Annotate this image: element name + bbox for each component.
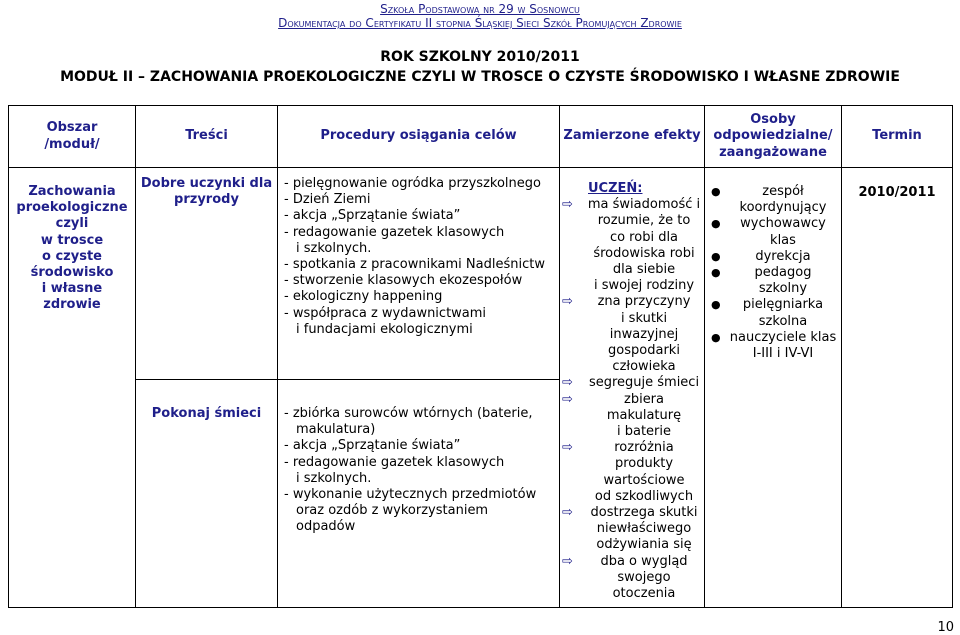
program-table	[8, 105, 953, 608]
bullet-dot-icon: ●	[711, 266, 721, 280]
term-cell: 2010/2011	[842, 168, 953, 608]
procedure-line: i fundacjami ekologicznymi	[296, 321, 473, 337]
list-item: ⇨ ma świadomość i rozumie, że to co robi dla środowiska robi dla siebie i swojej rodziny	[562, 197, 701, 294]
procedure-line: - redagowanie gazetek klasowych	[284, 224, 505, 240]
bullet-dot-icon: ●	[711, 330, 721, 344]
procedure-line: oraz ozdób z wykorzystaniem	[296, 503, 489, 519]
procedure-line: - ekologiczny happening	[284, 289, 443, 305]
procedure-line: - stworzenie klasowych ekozespołów	[284, 273, 523, 289]
effects-heading: UCZEŃ:	[588, 181, 643, 196]
procedures-cell-good-deeds	[278, 168, 560, 380]
bullet-dot-icon: ●	[711, 249, 721, 263]
list-item: ● zespół koordynujący	[711, 184, 827, 216]
procedure-line: i szkolnych.	[296, 240, 372, 256]
procedures-cell-beat-trash	[278, 380, 560, 608]
white-right-arrow-icon: ⇨	[562, 375, 573, 391]
bullet-dot-icon: ●	[711, 298, 721, 312]
list-item: ⇨ zna przyczyny i skutki inwazyjnej gospodarki człowieka	[562, 294, 691, 375]
procedure-line: - pielęgnowanie ogródka przyszkolnego	[284, 176, 541, 191]
col-header-effects: Zamierzone efekty	[560, 106, 705, 168]
content-cell-good-deeds: Dobre uczynki dla przyrody	[136, 168, 278, 380]
list-item: ⇨ segreguje śmieci	[562, 375, 700, 391]
list-item: ● wychowawcy klas	[711, 216, 826, 248]
procedure-line: - redagowanie gazetek klasowych	[284, 454, 505, 470]
list-item: ⇨ dostrzega skutki niewłaściwego odżywiania się	[562, 505, 698, 553]
list-item: ⇨ zbiera makulaturę i baterie	[562, 391, 682, 440]
white-right-arrow-icon: ⇨	[562, 391, 573, 407]
area-cell: Zachowania proekologiczne czyli w trosce o czyste środowisko i własne zdrowie	[9, 168, 136, 608]
list-item: ● dyrekcja	[711, 248, 811, 264]
procedure-line: - współpraca z wydawnictwami	[284, 305, 487, 321]
module-title: MODUŁ II – ZACHOWANIA PROEKOLOGICZNE CZYLI W TROSCE O CZYSTE ŚRODOWISKO I WŁASNE ZDROWIE	[60, 69, 900, 85]
list-item: ● pielęgniarka szkolna	[711, 297, 824, 329]
persons-cell	[705, 168, 842, 608]
white-right-arrow-icon: ⇨	[562, 197, 573, 213]
school-year-title: ROK SZKOLNY 2010/2011	[380, 49, 580, 65]
list-item: ⇨ dba o wygląd swojego otoczenia	[562, 553, 688, 602]
school-header: Szkoła Podstawowa nr 29 w Sosnowcu	[380, 2, 580, 16]
col-header-persons: Osoby odpowiedzialne/ zaangażowane	[705, 106, 842, 168]
white-right-arrow-icon: ⇨	[562, 294, 573, 310]
table-row	[9, 168, 953, 380]
white-right-arrow-icon: ⇨	[562, 505, 573, 521]
col-header-procedures: Procedury osiągania celów	[278, 106, 560, 168]
col-header-content: Treści	[136, 106, 278, 168]
procedure-line: - spotkania z pracownikami Nadleśnictw	[284, 257, 545, 273]
page-number: 10	[937, 620, 954, 635]
col-header-term: Termin	[842, 106, 953, 168]
persons-list	[705, 184, 841, 362]
table-header-row	[9, 106, 953, 168]
procedure-line: - Dzień Ziemi	[284, 192, 371, 208]
procedure-line: - akcja „Sprzątanie świata”	[284, 438, 461, 454]
list-item: ● pedagog szkolny	[711, 265, 812, 297]
procedure-line: - akcja „Sprzątanie świata”	[284, 208, 461, 224]
procedure-line: - zbiórka surowców wtórnych (baterie,	[284, 406, 533, 421]
documentation-header: Dokumentacja do Certyfikatu II stopnia Śląskiej Sieci Szkół Promujących Zdrowie	[278, 16, 682, 30]
content-cell-beat-trash: Pokonaj śmieci	[136, 380, 278, 608]
white-right-arrow-icon: ⇨	[562, 440, 573, 456]
procedure-line: i szkolnych.	[296, 470, 372, 486]
list-item: ⇨ rozróżnia produkty wartościowe od szkodliwych	[562, 440, 694, 504]
white-right-arrow-icon: ⇨	[562, 553, 573, 569]
procedure-line: - wykonanie użytecznych przedmiotów	[284, 487, 537, 503]
effects-cell	[560, 168, 705, 608]
bullet-dot-icon: ●	[711, 185, 721, 198]
bullet-dot-icon: ●	[711, 217, 721, 231]
procedure-line: makulatura)	[296, 422, 376, 438]
list-item: ● nauczyciele klas I-III i IV-VI	[711, 329, 837, 362]
effects-list	[560, 197, 704, 602]
procedure-line: odpadów	[296, 519, 356, 535]
col-header-area: Obszar /moduł/	[9, 106, 136, 168]
